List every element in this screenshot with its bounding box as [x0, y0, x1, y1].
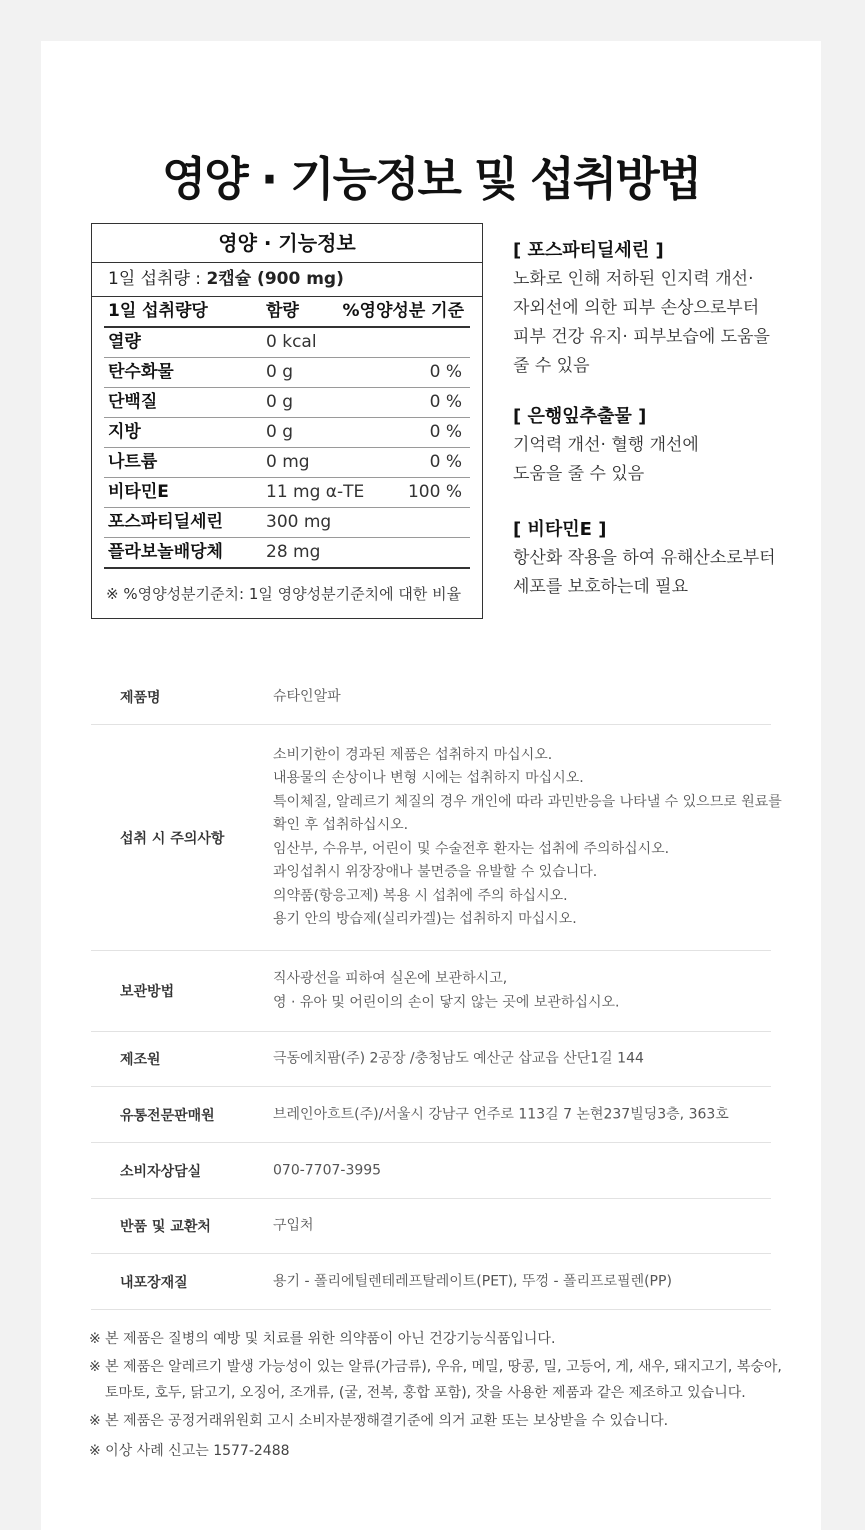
benefit-text: 세포를 보호하는데 필요	[513, 577, 689, 597]
nutrition-row	[104, 418, 470, 448]
nutrient-pct: 100 %	[407, 482, 462, 502]
page-title: 영양 · 기능정보 및 섭취방법	[161, 152, 701, 206]
benefit-ginkgo	[513, 403, 813, 489]
info-line: 소비기한이 경과된 제품은 섭취하지 마십시오.	[273, 746, 553, 763]
info-row	[91, 1032, 771, 1087]
nutrition-row	[104, 358, 470, 388]
nutrient-name: 비타민E	[108, 482, 169, 502]
benefit-text: 줄 수 있음	[513, 356, 590, 376]
nutrient-amount: 0 g	[266, 422, 294, 442]
info-value	[273, 1047, 644, 1071]
product-info-table	[91, 670, 782, 1310]
header-per-serving: 1일 섭취량당	[108, 301, 208, 321]
info-line: 내용물의 손상이나 변형 시에는 섭취하지 마십시오.	[273, 770, 584, 786]
info-line: 용기 - 폴리에틸렌테레프탈레이트(PET), 뚜껑 - 폴리프로필렌(PP)	[273, 1272, 672, 1289]
nutrition-header-row	[104, 297, 470, 328]
nutrient-amount: 0 kcal	[266, 332, 317, 352]
info-label: 섭취 시 주의사항	[120, 830, 225, 847]
nutrition-row	[104, 508, 470, 538]
serving-value: 2캡슐 (900 mg)	[206, 269, 344, 289]
info-line: 임산부, 수유부, 어린이 및 수술전후 환자는 섭취에 주의하십시오.	[273, 840, 670, 857]
info-line: 특이체질, 알레르기 체질의 경우 개인에 따라 과민반응을 나타낼 수 있으므로 원료를	[273, 793, 782, 810]
info-value	[273, 685, 341, 709]
benefit-vitamin-e	[513, 516, 813, 602]
benefit-text: 피부 건강 유지· 피부보습에 도움을	[513, 327, 770, 347]
info-label: 반품 및 교환처	[120, 1219, 211, 1235]
info-value	[273, 1103, 729, 1127]
benefit-title: [ 은행잎추출물 ]	[513, 406, 647, 427]
nutrition-table	[91, 223, 483, 619]
info-row	[91, 1143, 771, 1199]
footnote: ※ 본 제품은 알레르기 발생 가능성이 있는 알류(가금류), 우유, 메밀, 땅콩, 밀, 고등어, 게, 새우, 돼지고기, 복숭아,	[89, 1359, 782, 1375]
info-line: 구입처	[273, 1217, 314, 1234]
footnotes	[89, 1324, 789, 1466]
serving-size	[92, 263, 482, 297]
nutrition-row	[104, 328, 470, 358]
nutrient-pct: 0 %	[429, 362, 462, 382]
benefit-title: [ 비타민E ]	[513, 519, 607, 540]
info-label: 제조원	[120, 1052, 161, 1068]
nutrient-amount: 0 mg	[266, 452, 310, 472]
content-card	[41, 41, 821, 1530]
nutrient-amount: 300 mg	[266, 512, 332, 532]
nutrient-name: 탄수화물	[108, 362, 174, 382]
nutrient-name: 플라보놀배당체	[108, 542, 223, 562]
nutrient-pct: 0 %	[429, 452, 462, 472]
nutrition-table-title: 영양 · 기능정보	[92, 224, 482, 263]
footnote-continued: 토마토, 호두, 닭고기, 오징어, 조개류, (굴, 전복, 홍합 포함), 잣을 사용한 제품과 같은 제조하고 있습니다.	[105, 1385, 746, 1401]
benefit-text: 노화로 인해 저하된 인지력 개선·	[513, 269, 754, 289]
info-line: 확인 후 섭취하십시오.	[273, 817, 409, 833]
benefit-text: 항산화 작용을 하여 유해산소로부터	[513, 548, 776, 568]
nutrient-name: 나트륨	[108, 452, 158, 472]
info-label: 유통전문판매원	[120, 1107, 215, 1124]
nutrient-name: 단백질	[108, 392, 158, 412]
info-line: 의약품(항응고제) 복용 시 섭취에 주의 하십시오.	[273, 887, 568, 904]
nutrition-row	[104, 388, 470, 418]
info-line: 용기 안의 방습제(실리카겔)는 섭취하지 마십시오.	[273, 911, 577, 927]
footnote: ※ 본 제품은 공정거래위원회 고시 소비자분쟁해결기준에 의거 교환 또는 보상받을 수 있습니다.	[89, 1413, 669, 1429]
info-line: 브레인아흐트(주)/서울시 강남구 언주로 113길 7 논현237빌딩3층, 363호	[273, 1105, 729, 1122]
info-row	[91, 670, 771, 725]
header-amount: 함량	[266, 301, 299, 321]
info-line: 070-7707-3995	[273, 1161, 382, 1178]
info-row	[91, 1087, 771, 1143]
nutrient-name: 포스파티딜세린	[108, 512, 223, 532]
benefit-text: 기억력 개선· 혈행 개선에	[513, 435, 699, 455]
nutrient-amount: 28 mg	[266, 542, 321, 562]
info-line: 영 · 유아 및 어린이의 손이 닿지 않는 곳에 보관하십시오.	[273, 994, 620, 1010]
nutrient-amount: 0 g	[266, 362, 294, 382]
info-line: 과잉섭취시 위장장애나 불면증을 유발할 수 있습니다.	[273, 864, 598, 880]
info-label: 내포장재질	[120, 1274, 188, 1291]
benefit-title: [ 포스파티딜세린 ]	[513, 240, 664, 261]
nutrient-name: 지방	[108, 422, 141, 442]
info-line: 슈타인알파	[273, 688, 341, 705]
info-label: 보관방법	[120, 984, 175, 1000]
info-row	[91, 1199, 771, 1254]
info-label: 제품명	[120, 690, 161, 706]
nutrition-footnote: ※ %영양성분기준치: 1일 영양성분기준치에 대한 비율	[106, 585, 462, 603]
footnote: ※ 본 제품은 질병의 예방 및 치료를 위한 의약품이 아닌 건강기능식품입니다.	[89, 1331, 556, 1347]
nutrient-name: 열량	[108, 332, 141, 352]
info-label: 소비자상담실	[120, 1163, 202, 1180]
serving-label: 1일 섭취량 :	[108, 269, 207, 289]
info-row	[91, 951, 771, 1032]
benefit-phosphatidylserine	[513, 237, 813, 381]
nutrient-pct: 0 %	[429, 392, 462, 412]
info-value	[273, 968, 619, 1015]
nutrition-row	[104, 478, 470, 508]
benefit-text: 도움을 줄 수 있음	[513, 464, 645, 484]
info-value	[273, 1270, 672, 1294]
footnote: ※ 이상 사례 신고는 1577-2488	[89, 1443, 290, 1459]
info-row	[91, 1254, 771, 1310]
info-value	[273, 1159, 381, 1183]
nutrition-row	[104, 538, 470, 569]
nutrition-row	[104, 448, 470, 478]
nutrient-amount: 11 mg α-TE	[266, 482, 365, 502]
nutrient-pct: 0 %	[429, 422, 462, 442]
info-value	[273, 744, 782, 932]
header-daily-value: %영양성분 기준	[342, 301, 464, 321]
info-value	[273, 1214, 314, 1238]
info-line: 극동에치팜(주) 2공장 /충청남도 예산군 삽교읍 산단1길 144	[273, 1050, 644, 1067]
info-row	[91, 725, 782, 951]
nutrient-amount: 0 g	[266, 392, 294, 412]
benefit-text: 자외선에 의한 피부 손상으로부터	[513, 298, 760, 318]
info-line: 직사광선을 피하여 실온에 보관하시고,	[273, 970, 508, 987]
